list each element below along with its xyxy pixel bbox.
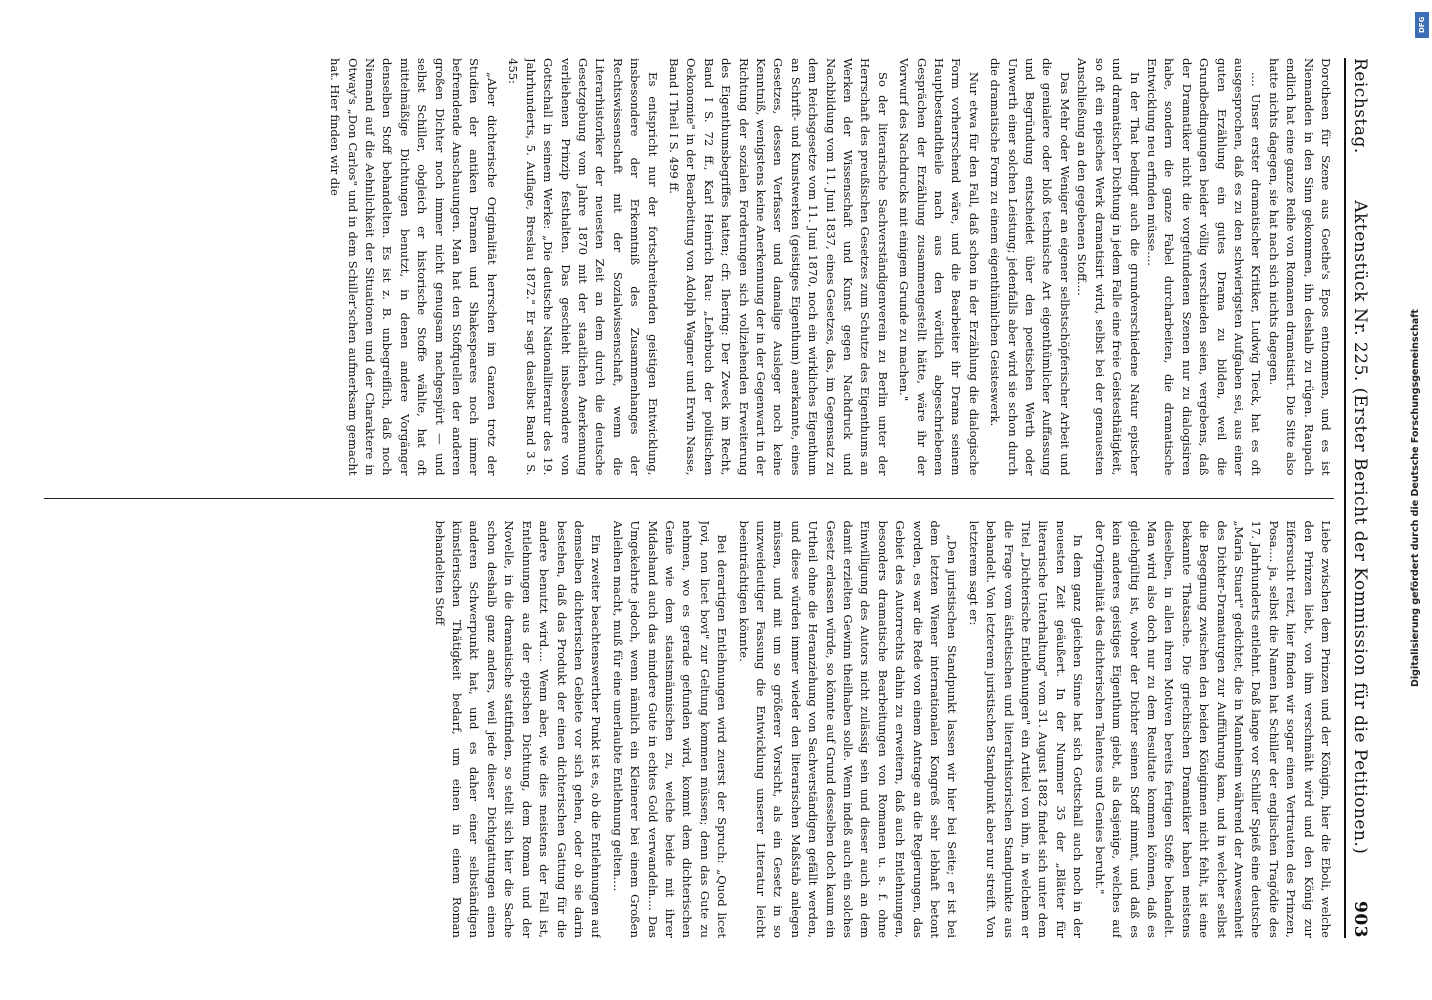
paragraph: In dem ganz gleichen Sinne hat sich Gottschall auch noch in der neuesten Zeit geäußert. In der Nummer 35 der „Blätter für literarische Unterhaltung" vom 31. August 1882 findet sich unter dem Titel „Dichterische Entlehnungen" ein Artikel von ihm, in welchem er die Frage vom ästhetischen und literarhistorischen Standpunkte aus behandelt. Von letzterem juristischen Standpunkt aber nur streift. Von letzterem sagt er: (966, 520, 1086, 938)
paragraph: Ein zweiter beachtenswerther Punkt ist es, ob die Entlehnungen auf demselben dichterischen Gebiete vor sich gehen, oder ob sie darin bestehen, daß das Produkt der einen dichterischen Gattung für die andere benutzt wird.... Wenn aber, wie dies meistens der Fall ist, Entlehnungen aus der epischen Dichtung, dem Roman und der Novelle, in die dramatische stattfinden, so stellt sich hier die Sache schon deshalb ganz anders, weil jede dieser Dichtgattungen einen anderen Schwerpunkt hat, und es daher einer selbständigen künstlerischen Thätigkeit bedarf, um einen in einem Roman behandelten Stoff (432, 520, 604, 938)
column-divider (44, 498, 1334, 499)
paragraph: So der literarische Sachverständigenverein zu Berlin unter der Herrschaft des preußischen Gesetzes zum Schutze des Eigenthums an Werken der Wissenschaft und Kunst gegen Nachdruck und Nachbildung vom 11. Juni 1837, eines Gesetzes, das, im Gegensatz zu dem Reichsgesetze vom 11. Juni 1870, noch ein wirkliches Eigenthum an Schrift- und Kunstwerken (geistiges Eigenthum) anerkannte, eines Gesetzes, dessen Verfasser und damalige Ausleger noch keine Kenntniß, wenigstens keine Anerkennung der in der Gegenwart in der Richtung der sozialen Forderungen sich vollziehenden Erweiterung des Eigenthumsbegriffes hatten; cfr. Ihering: Der Zweck im Recht, Band I S. 72 ff., Karl Heinrich Rau: „Lehrbuch der politischen Oekonomie" in der Bearbeitung von Adolph Wagner und Erwin Nasse, Band I Theil I S. 499 ff. (666, 58, 890, 476)
header-title: Aktenstück Nr. 225. (Erster Bericht der Kommission für die Petitionen.) (1350, 200, 1370, 855)
paragraph: „Den juristischen Standpunkt lassen wir hier bei Seite; er ist bei dem letzten Wiener internationalen Kongreß sehr lebhaft betont worden, es war die Rede von einem Antrage an die Regierungen, das Gebiet des Autorrechts dahin zu erweitern, daß auch Entlehnungen, besonders dramatische Bearbeitungen von Romanen u. s. f. ohne Einwilligung des Autors nicht zulässig sein und dieser auch an dem damit erzielten Gewinn theilhaben solle. Wenn indeß auch ein solches Gesetz erlassen würde, so könnte auf Grund desselben doch kaum ein Urtheil ohne die Heranziehung von Sachverständigen gefällt werden, und diese würden immer wieder den literarischen Maßstab anlegen müssen, und mit um so größerer Vorsicht, als ein Gesetz in so unzweideutiger Fassung die Entwicklung unserer Literatur leicht beeinträchtigen könnte. (736, 520, 960, 938)
page-number: 903 (1350, 900, 1370, 938)
digitization-credit (1410, 8, 1428, 988)
paragraph: In der That bedingt auch die grundverschiedene Natur epischer und dramatischer Dichtung in jedem Falle eine freie Geistesthätigkeit, so oft ein episches Werk dramatisirt wird, selbst bei der genauesten Anschließung an den gegebenen Stoff.... (1075, 58, 1142, 476)
page-header (1344, 58, 1370, 938)
dfg-logo: DFG (1415, 12, 1429, 38)
paragraph: Liebe zwischen dem Prinzen und der Königin, hier die Eboli, welche den Prinzen liebt, von ihm verschmäht wird und den König zur Eifersucht reizt, hier finden wir sogar einen Vertrauten des Prinzen, Posa.... ja, selbst die Namen hat Schiller der englischen Tragödie des 17. Jahrhunderts entlehnt. Daß lange vor Schiller Spieß eine deutsche „Maria Stuart" gedichtet, die in Mannheim während der Anwesenheit des Dichter-Dramaturgen zur Aufführung kam, und in welcher selbst die Begegnung zwischen den beiden Königinnen nicht fehlt, ist eine bekannte Thatsache. Die griechischen Dramatiker haben meistens dieselben, in allen ihren Motiven bereits fertigen Stoffe behandelt. Man wird also doch nur zu dem Resultate kommen können, daß es gleichgültig ist, woher der Dichter seinen Stoff nimmt, und daß es kein anderes geistiges Eigenthum giebt, als dasjenige, welches auf der Originalität des dichterischen Talentes und Genies beruht." (1092, 520, 1333, 938)
paragraph: Dorotheen für Szene aus Goethe's Epos entnommen, und es ist Niemanden in den Sinn gekommen, ihn deshalb zu rügen. Raupach endlich hat eine ganze Reihe von Romanen dramatisirt. Die Sitte also hatte nichts dagegen, sie hat nach sich nichts dagegen. (1266, 58, 1333, 476)
credit-text: Digitalisierung gefördert durch die Deutsche Forschungsgemeinschaft (1410, 309, 1421, 687)
paragraph: .... Unser erster dramatischer Kritiker, Ludwig Tieck, hat es oft ausgesprochen, daß es zu den schwierigsten Aufgaben sei, aus einer guten Erzählung ein gutes Drama zu bilden, weil die Grundbedingungen beider völlig verschieden seien, vergebens, daß der Dramatiker nicht die vorgefundenen Szenen nur zu dialogisiren habe, sondern die ganze Fabel durcharbeiten, die dramatische Entwicklung neu erfinden müsse.... (1144, 58, 1264, 476)
header-left: Reichstag. (1350, 58, 1370, 154)
text-columns (44, 58, 1334, 938)
paragraph: Bei derartigen Entlehnungen wird zuerst der Spruch: „Quod licet Jovi, non licet bovi" zur Geltung kommen müssen; denn das Gute zu nehmen, wo es gerade gefunden wird, kommt dem dichterischen Genie wie dem staatsmännischen zu, welche beide mit ihrer Midashand auch das mindere Gute in echtes Gold verwandeln.... Das Umgekehrte jedoch, wenn nämlich ein Kleinerer bei einem Großen Anleihen macht, muß für eine unerlaubte Entlehnung gelten.... (610, 520, 730, 938)
column-left (44, 58, 1334, 476)
column-right (44, 521, 1334, 939)
paragraph: Das Mehr oder Weniger an eigener selbstschöpferischer Arbeit und die genialere oder bloß technische Art eigenthümlicher Auffassung und Begründung entscheidet über den poetischen Werth oder Unwerth einer solchen Leistung; jedenfalls aber wird sie schon durch die dramatische Form zu einem eigenthümlichen Geisteswerk. (988, 58, 1072, 476)
paragraph: Es entspricht nur der fortschreitenden geistigen Entwicklung, insbesondere der Erkenntniß des Zusammenhanges der Rechtswissenschaft mit der Sozialwissenschaft, wenn die Literarhistoriker der neuesten Zeit an dem durch die deutsche Gesetzgebung vom Jahre 1870 mit der staatlichen Anerkennung verliehenen Prinzip festhalten. Das geschieht insbesondere von Gottschall in seinem Werke: „Die deutsche Nationalliteratur des 19. Jahrhunderts, 5. Auflage, Breslau 1872." Er sagt daselbst Band 3 S. 455: (506, 58, 660, 476)
paragraph: „Aber dichterische Originalität herrschen im Ganzen trotz der Studien der antiken Dramen und Shakespeares noch immer befremdende Anschauungen. Man hat den Stoffquellen der anderen großen Dichter noch immer nicht genugsam nachgespürt — und selbst Schiller, obgleich er historische Stoffe wählte, hat oft mittelmäßige Dichtungen benutzt, in denen andere Vorgänger denselben Stoff behandelten. Es ist z. B. unbegreiflich, daß noch Niemand auf die Aehnlichkeit der Situationen und der Charaktere in Otway's „Don Carlos" und in dem Schiller'schen aufmerksam gemacht hat. Hier finden wir die (328, 58, 499, 476)
paragraph: Nur etwa für den Fall, daß schon in der Erzählung die dialogische Form vorherrschend wäre, und die Bearbeiter ihr Drama seinem Hauptbestandtheile nach aus den wörtlich abgeschriebenen Gesprächen der Erzählung zusammengestellt hätte, wäre ihr der Vorwurf des Nachdrucks mit einigem Grunde zu machen." (897, 58, 981, 476)
